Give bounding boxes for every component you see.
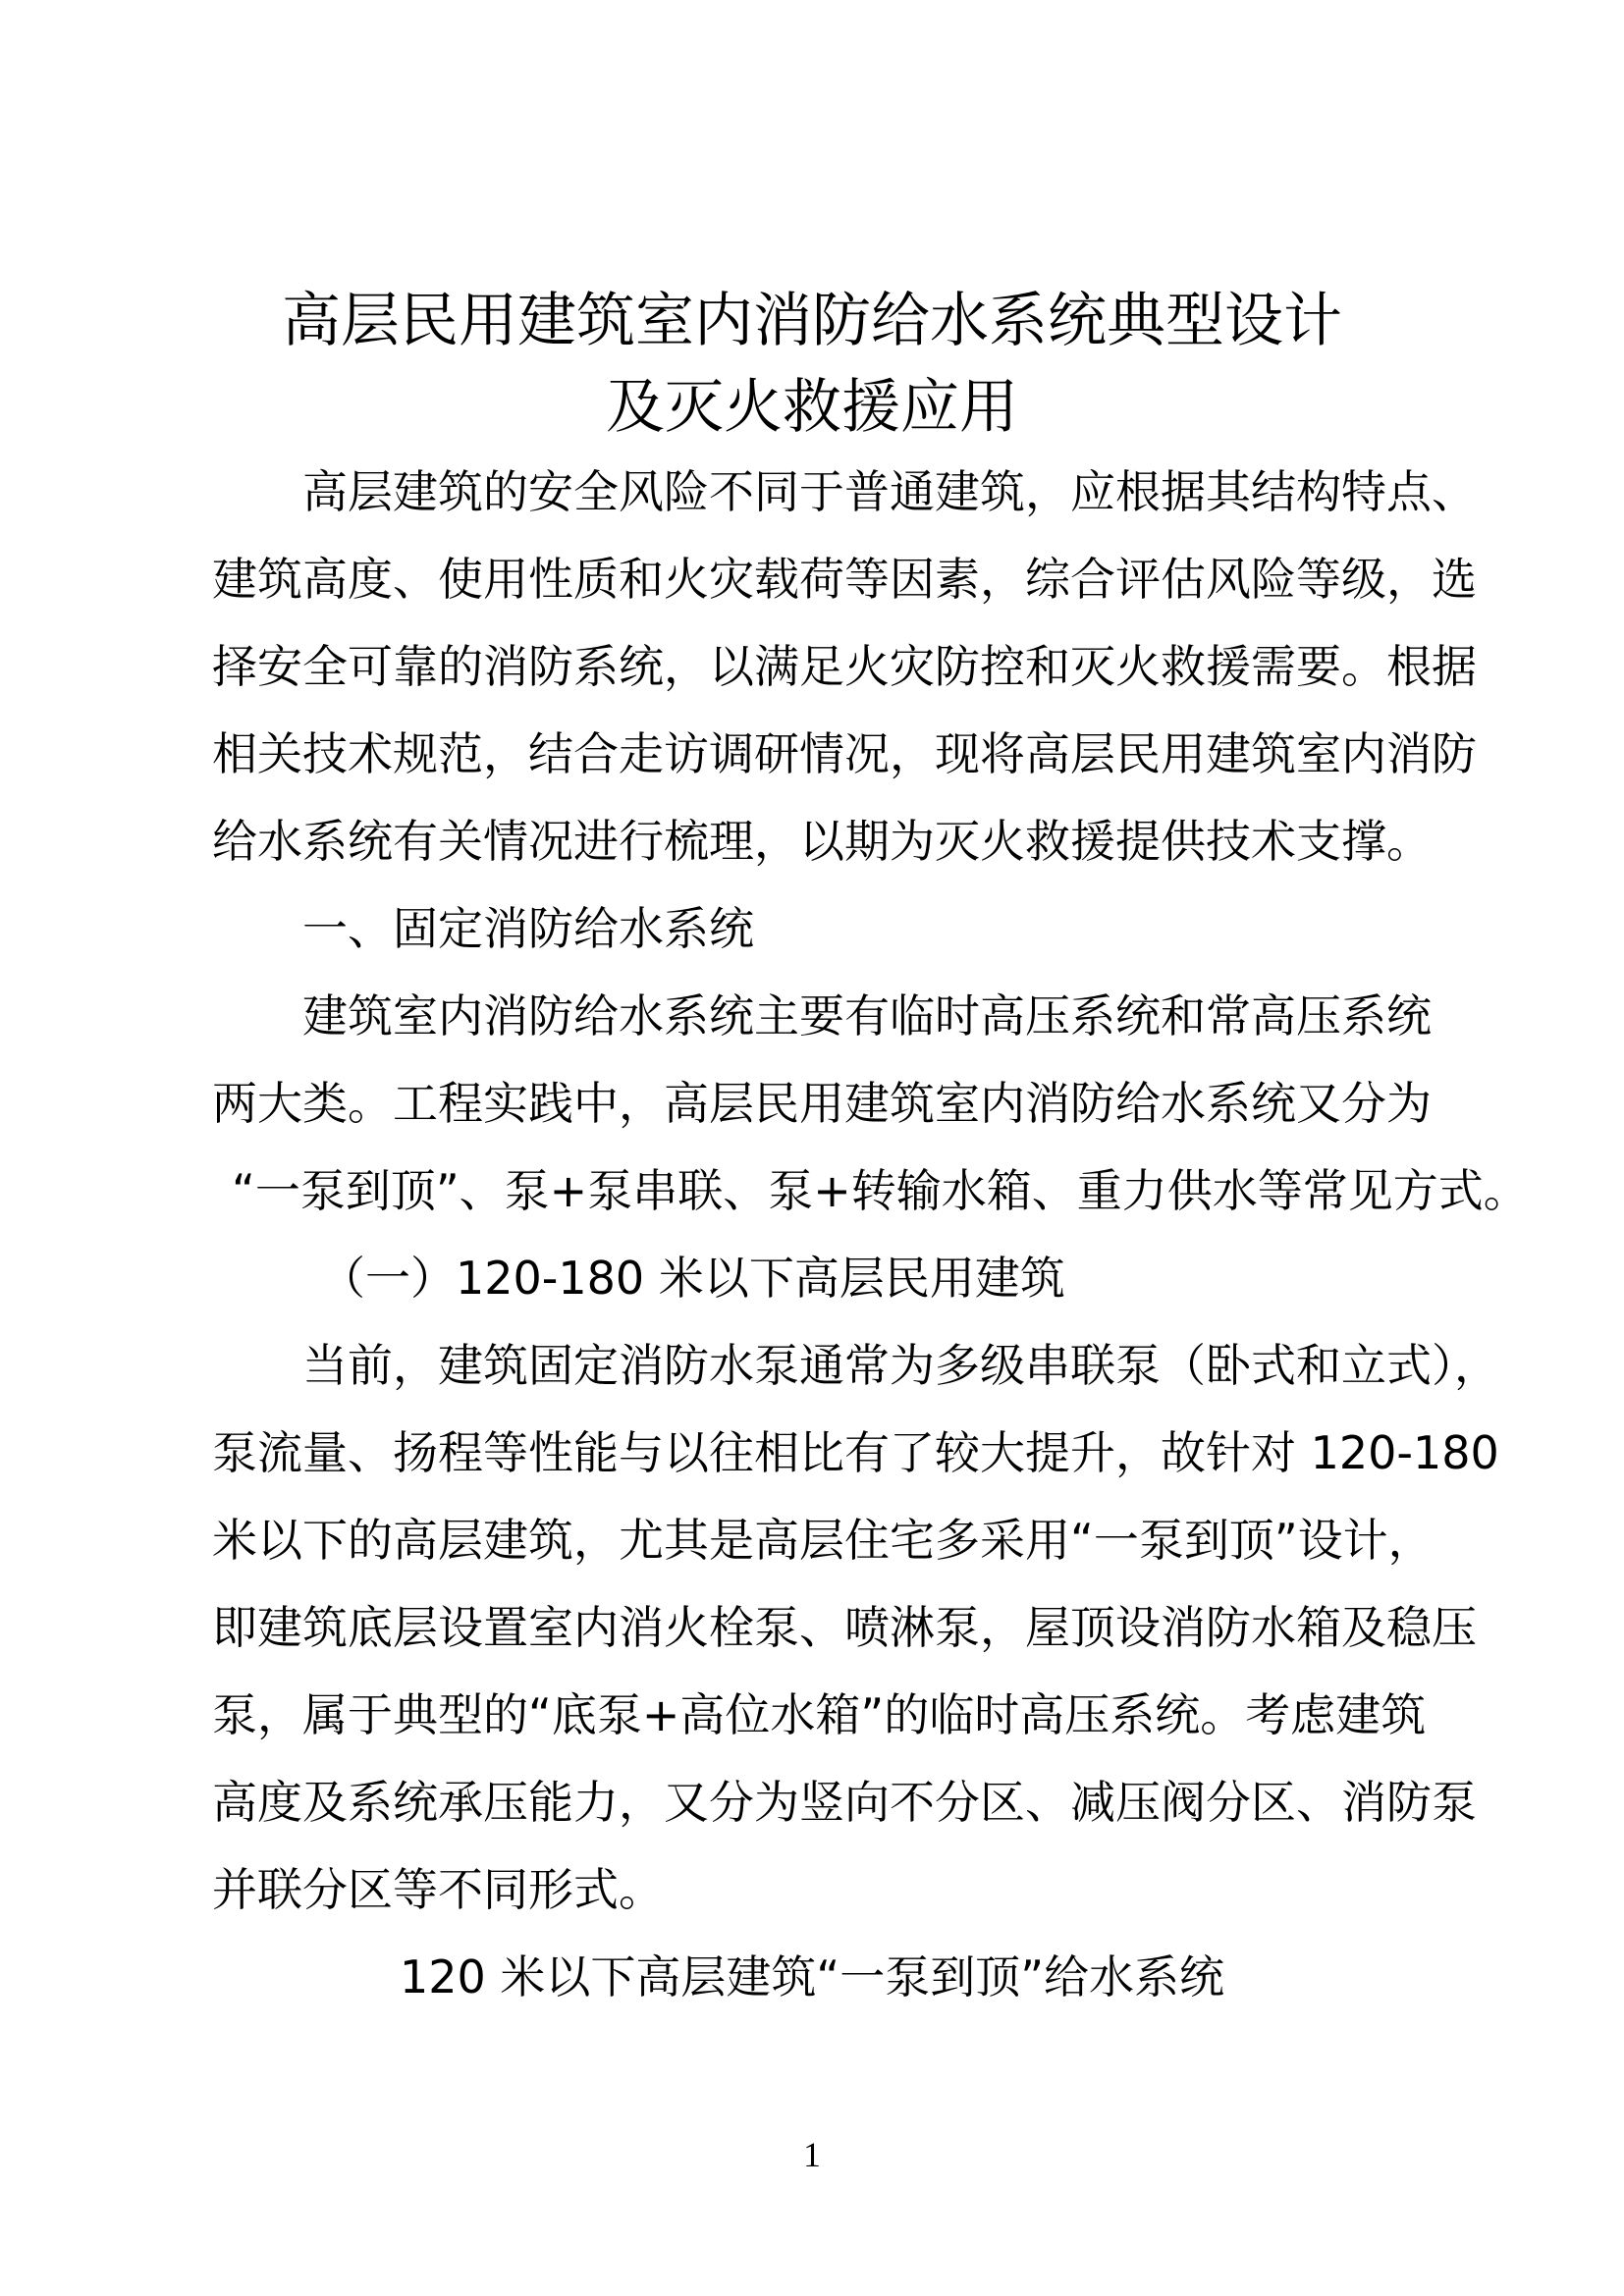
intro-line: 建筑高度、使用性质和火灾载荷等因素，综合评估风险等级，选 bbox=[212, 553, 1477, 606]
subsection-line: 泵流量、扬程等性能与以往相比有了较大提升，故针对 120-180 bbox=[212, 1426, 1499, 1479]
document-title-line-2: 及灭火救援应用 bbox=[606, 373, 1018, 442]
section-line: 两大类。工程实践中，高层民用建筑室内消防给水系统又分为 bbox=[212, 1077, 1432, 1130]
intro-line: 择安全可靠的消防系统，以满足火灾防控和灭火救援需要。根据 bbox=[212, 640, 1477, 693]
subsection-line: 即建筑底层设置室内消火栓泵、喷淋泵，屋顶设消防水箱及稳压 bbox=[212, 1601, 1477, 1654]
section-line: 建筑室内消防给水系统主要有临时高压系统和常高压系统 bbox=[302, 989, 1432, 1042]
subsection-line: 并联分区等不同形式。 bbox=[212, 1863, 664, 1916]
subsection-heading: （一）120-180 米以下高层民用建筑 bbox=[320, 1252, 1065, 1305]
subsection-line: 泵，属于典型的“底泵+高位水箱”的临时高压系统。考虑建筑 bbox=[212, 1688, 1427, 1741]
section-heading: 一、固定消防给水系统 bbox=[302, 902, 754, 955]
section-line: “一泵到顶”、泵+泵串联、泵+转输水箱、重力供水等常见方式。 bbox=[232, 1164, 1529, 1217]
intro-line: 给水系统有关情况进行梳理，以期为灭火救援提供技术支撑。 bbox=[212, 815, 1432, 868]
subsection-line: 高度及系统承压能力，又分为竖向不分区、减压阀分区、消防泵 bbox=[212, 1776, 1477, 1829]
subsection-line: 米以下的高层建筑，尤其是高层住宅多采用“一泵到顶”设计， bbox=[212, 1514, 1434, 1567]
figure-caption: 120 米以下高层建筑“一泵到顶”给水系统 bbox=[399, 1950, 1225, 2003]
intro-line: 相关技术规范，结合走访调研情况，现将高层民用建筑室内消防 bbox=[212, 727, 1477, 780]
intro-line: 高层建筑的安全风险不同于普通建筑，应根据其结构特点、 bbox=[302, 465, 1477, 518]
subsection-line: 当前，建筑固定消防水泵通常为多级串联泵（卧式和立式）， bbox=[302, 1339, 1499, 1392]
page-number: 1 bbox=[803, 2135, 821, 2174]
document-title-line-1: 高层民用建筑室内消防给水系统典型设计 bbox=[282, 287, 1342, 355]
